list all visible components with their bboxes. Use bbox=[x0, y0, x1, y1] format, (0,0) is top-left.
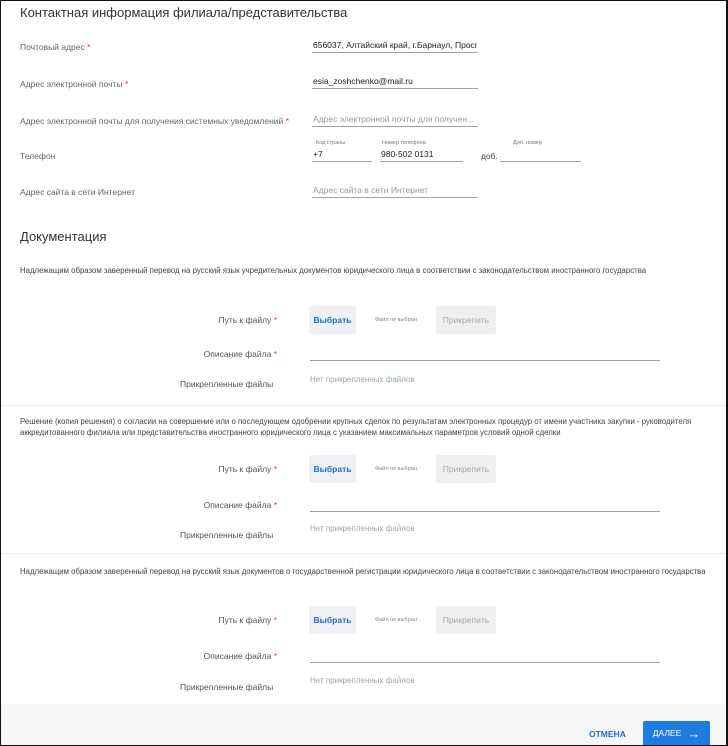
country-code-input[interactable] bbox=[312, 147, 372, 162]
doc-section-1-text: Надлежащим образом заверенный перевод на русский язык учредительных документов юридического лица в соответствии с законодательством иностранного государства bbox=[20, 266, 647, 275]
pick-file-button[interactable]: Выбрать bbox=[309, 306, 356, 334]
phone-number-label: Номер телефона bbox=[382, 140, 426, 146]
country-code-label: Код страны bbox=[316, 140, 346, 146]
file-path-label: Путь к файлу * bbox=[218, 615, 277, 625]
file-description-label: Описание файла * bbox=[203, 651, 277, 661]
extension-label: Доп. номер bbox=[513, 140, 542, 146]
attach-button[interactable]: Прикрепить bbox=[436, 306, 496, 334]
no-attached-files: Нет прикрепленных файлов bbox=[310, 676, 415, 685]
pick-file-button[interactable]: Выбрать bbox=[309, 455, 356, 483]
doc-section-3-text: Надлежащим образом заверенный перевод на русский язык документов о государственной регистрации юридического лица в соответствии с законодательством иностранного государства bbox=[20, 567, 706, 576]
email-input[interactable] bbox=[312, 74, 478, 89]
notify-email-label: Адрес электронной почты для получения системных уведомлений * bbox=[20, 116, 289, 126]
section-divider bbox=[1, 553, 726, 554]
phone-label: Телефон bbox=[20, 151, 56, 161]
cancel-button[interactable]: ОТМЕНА bbox=[589, 729, 626, 739]
file-description-input[interactable] bbox=[310, 497, 660, 512]
attach-button[interactable]: Прикрепить bbox=[436, 455, 496, 483]
attached-files-label: Прикрепленные файлы bbox=[180, 379, 274, 389]
extension-input[interactable] bbox=[500, 147, 581, 162]
file-description-label: Описание файла * bbox=[203, 500, 277, 510]
no-attached-files: Нет прикрепленных файлов bbox=[310, 524, 415, 533]
no-file-selected: Файл не выбран bbox=[375, 617, 417, 623]
file-description-input[interactable] bbox=[310, 648, 660, 663]
attached-files-label: Прикрепленные файлы bbox=[180, 682, 274, 692]
notify-email-input[interactable] bbox=[312, 112, 478, 127]
postal-address-label: Почтовый адрес * bbox=[20, 42, 91, 52]
attached-files-label: Прикрепленные файлы bbox=[180, 530, 274, 540]
file-path-label: Путь к файлу * bbox=[218, 464, 277, 474]
attach-button[interactable]: Прикрепить bbox=[436, 606, 496, 634]
no-file-selected: Файл не выбран bbox=[375, 466, 417, 472]
website-label: Адрес сайта в сети Интернет bbox=[20, 187, 135, 197]
no-file-selected: Файл не выбран bbox=[375, 317, 417, 323]
file-description-label: Описание файла * bbox=[203, 349, 277, 359]
doc-section-2-text: Решение (копия решения) о согласии на совершение или о последующем одобрении крупных сделок по результатам электронных процедур от имени участника закупки - руководителя аккредитованного филиала или представительства иностранного юридического лица с указанием максимальных параметров условий одной сделки bbox=[20, 417, 692, 437]
phone-number-input[interactable] bbox=[380, 147, 463, 162]
section-divider bbox=[1, 405, 726, 406]
email-label: Адрес электронной почты * bbox=[20, 79, 129, 89]
next-button-label: ДАЛЕЕ bbox=[652, 728, 682, 738]
arrow-right-icon: → bbox=[687, 725, 701, 741]
contact-section-title: Контактная информация филиала/представительства bbox=[20, 5, 348, 20]
pick-file-button[interactable]: Выбрать bbox=[309, 606, 356, 634]
postal-address-input[interactable] bbox=[312, 38, 478, 53]
file-description-input[interactable] bbox=[310, 346, 660, 361]
website-input[interactable] bbox=[312, 183, 478, 198]
documentation-title: Документация bbox=[20, 229, 107, 244]
extension-prefix: доб. bbox=[481, 151, 498, 161]
file-path-label: Путь к файлу * bbox=[218, 315, 277, 325]
no-attached-files: Нет прикрепленных файлов bbox=[310, 375, 415, 384]
next-button[interactable] bbox=[643, 721, 710, 745]
